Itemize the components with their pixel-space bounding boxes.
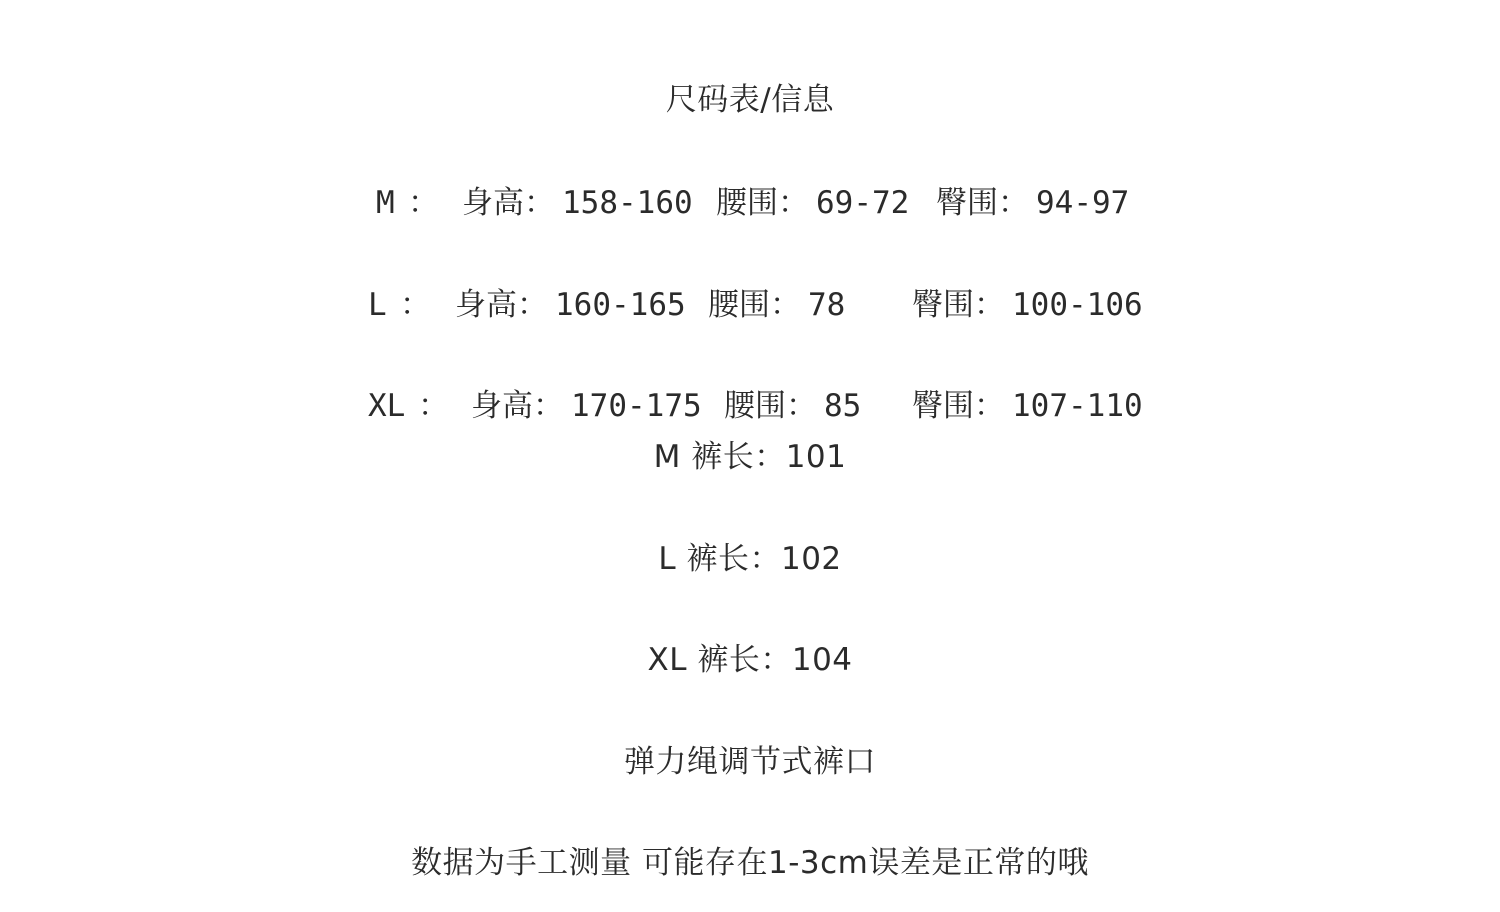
height-label: 身高： [455,287,548,323]
waist-value: 69-72 [816,185,910,221]
feature-note: 弹力绳调节式裤口 [624,744,876,780]
height-value: 160-165 [555,287,686,323]
size-colon: ： [400,287,431,323]
hip-label: 臀围： [912,388,1005,424]
size-label: L [368,287,387,323]
waist-value: 78 [808,287,846,323]
hip-value: 107-110 [1012,388,1143,424]
hip-value: 94-97 [1036,185,1130,221]
page-title: 尺码表/信息 [665,82,835,118]
size-label: M [376,185,395,221]
height-label: 身高： [462,185,555,221]
hip-label: 臀围： [936,185,1029,221]
size-colon: ： [418,388,449,424]
hip-value: 100-106 [1012,287,1143,323]
height-value: 158-160 [562,185,693,221]
pants-length-xl: XL 裤长：104 [647,642,853,678]
waist-value: 85 [824,388,862,424]
height-value: 170-175 [571,388,702,424]
measurement-disclaimer: 数据为手工测量 可能存在1-3cm误差是正常的哦 [411,845,1089,881]
waist-label: 腰围： [724,388,817,424]
pants-length-m: M 裤长：101 [653,439,847,475]
height-label: 身高： [471,388,564,424]
size-colon: ： [408,185,439,221]
hip-label: 臀围： [912,287,1005,323]
waist-label: 腰围： [708,287,801,323]
size-label: XL [368,388,406,424]
waist-label: 腰围： [716,185,809,221]
pants-length-l: L 裤长：102 [658,541,842,577]
